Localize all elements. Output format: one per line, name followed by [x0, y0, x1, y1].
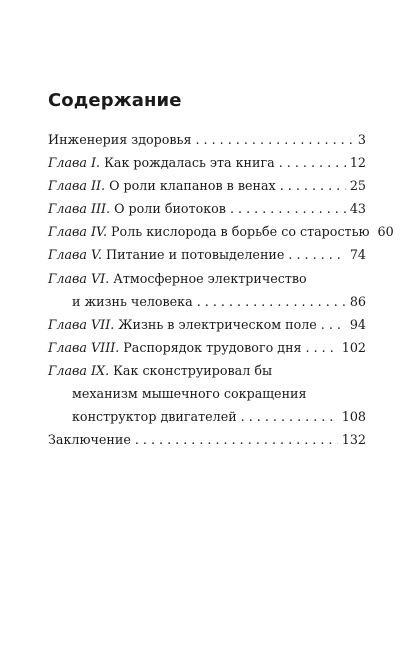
page-number: 108	[341, 409, 366, 425]
chapter-label: Глава II.	[48, 178, 106, 194]
page-number: 74	[349, 247, 366, 263]
page-number: 94	[349, 316, 366, 332]
toc-entry	[48, 336, 366, 359]
table-of-contents	[48, 128, 394, 451]
toc-entry	[48, 359, 366, 382]
chapter-label: Глава VII.	[48, 316, 115, 332]
toc-entry	[48, 174, 366, 197]
dot-leader	[306, 336, 338, 359]
toc-entry-continuation	[48, 405, 366, 428]
chapter-label: Глава VI.	[48, 270, 110, 286]
toc-entry	[48, 267, 366, 290]
page-number: 132	[341, 432, 366, 448]
entry-title-line-3: конструктор двигателей	[72, 409, 237, 425]
page-number: 12	[349, 155, 366, 171]
chapter-label: Глава IX.	[48, 362, 110, 378]
dot-leader	[279, 151, 346, 174]
chapter-label: Глава V.	[48, 247, 103, 263]
entry-title: О роли клапанов в венах	[109, 178, 276, 194]
dot-leader	[241, 405, 338, 428]
page-number: 86	[349, 293, 366, 309]
dot-leader	[280, 174, 346, 197]
toc-entry	[48, 151, 366, 174]
entry-title: О роли биотоков	[114, 201, 226, 217]
toc-entry	[48, 428, 366, 451]
chapter-label: Глава VIII.	[48, 339, 120, 355]
page-number: 25	[349, 178, 366, 194]
chapter-label: Глава I.	[48, 155, 101, 171]
toc-entry	[48, 313, 366, 336]
entry-title: Инженерия здоровья	[48, 132, 192, 147]
dot-leader	[230, 197, 346, 220]
dot-leader	[197, 290, 346, 313]
toc-entry	[48, 220, 394, 243]
entry-title: Как сконструировал бы	[113, 362, 273, 378]
entry-title: Питание и потовыделение	[106, 247, 285, 263]
dot-leader	[195, 128, 353, 151]
toc-entry-continuation	[48, 382, 366, 405]
chapter-label: Глава III.	[48, 201, 111, 217]
toc-entry-continuation	[48, 290, 366, 313]
toc-entry	[48, 128, 366, 151]
toc-entry	[48, 197, 366, 220]
page-number: 43	[349, 201, 366, 217]
entry-title-line-2: и жизнь человека	[72, 293, 193, 309]
chapter-label: Глава IV.	[48, 224, 108, 240]
entry-title: Жизнь в электрическом поле	[118, 316, 317, 332]
page-number: 60	[377, 224, 394, 240]
entry-title: Роль кислорода в борьбе со старостью	[111, 224, 370, 240]
toc-heading: Содержание	[48, 90, 182, 111]
dot-leader	[135, 428, 338, 451]
entry-title: Как рождалась эта книга	[104, 155, 275, 171]
entry-title: Распорядок трудового дня	[123, 339, 302, 355]
dot-leader	[321, 313, 346, 336]
page-number: 102	[341, 339, 366, 355]
entry-title: Заключение	[48, 432, 131, 448]
page-number: 3	[357, 132, 366, 147]
toc-entry	[48, 243, 366, 266]
dot-leader	[288, 243, 345, 266]
entry-title: Атмосферное электричество	[113, 270, 307, 286]
entry-title-line-2: механизм мышечного сокращения	[72, 386, 307, 402]
